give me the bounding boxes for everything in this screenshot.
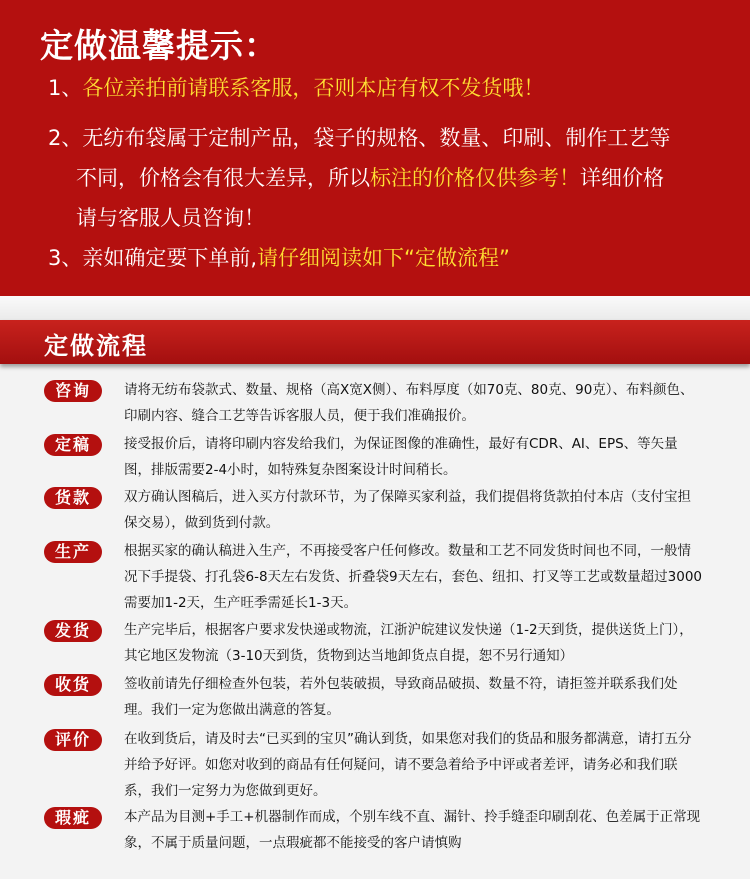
notice-item-2 bbox=[48, 118, 670, 238]
notice-item-text: 亲如确定要下单前, bbox=[82, 246, 258, 270]
step-description: 本产品为目测+手工+机器制作而成，个别车线不直、漏针、拎手缝歪印刷刮花、色差属于正常现象，不属于质量问题，一点瑕疵都不能接受的客户请慎购 bbox=[124, 809, 701, 851]
step-badge: 发货 bbox=[44, 620, 102, 642]
step-badge: 货款 bbox=[44, 487, 102, 509]
section-divider bbox=[0, 296, 750, 320]
process-title: 定做流程 bbox=[44, 332, 148, 360]
step-badge: 咨询 bbox=[44, 380, 102, 402]
notice-item-number: 2、 bbox=[48, 126, 83, 150]
step-badge: 生产 bbox=[44, 541, 102, 563]
notice-item-1 bbox=[48, 68, 544, 108]
step-description: 请将无纺布袋款式、数量、规格（高X宽X侧）、布料厚度（如70克、80克、90克）、布料颜色、印刷内容、缝合工艺等告诉客服人员，便于我们准确报价。 bbox=[124, 382, 694, 424]
step-description: 在收到货后，请及时去“已买到的宝贝”确认到货，如果您对我们的货品和服务都满意，请打五分并给予好评。如您对收到的商品有任何疑问，请不要急着给予中评或者差评，请务必和我们联系，我们一定努力为您做到更好。 bbox=[124, 731, 692, 799]
notice-item-line bbox=[48, 158, 670, 198]
step-description: 签收前请先仔细检查外包装，若外包装破损，导致商品破损、数量不符，请拒签并联系我们处理。我们一定为您做出满意的答复。 bbox=[124, 676, 678, 718]
notice-item-highlight: 各位亲拍前请联系客服，否则本店有权不发货哦！ bbox=[82, 76, 545, 100]
notice-panel bbox=[0, 0, 750, 296]
notice-item-line: 请与客服人员咨询！ bbox=[76, 206, 265, 230]
step-description: 生产完毕后，根据客户要求发快递或物流，江浙沪皖建议发快递（1-2天到货，提供送货上门），其它地区发物流（3-10天到货，货物到达当地卸货点自提，恕不另行通知） bbox=[124, 622, 693, 664]
process-header bbox=[0, 320, 750, 364]
notice-item-3 bbox=[48, 238, 510, 278]
notice-item-text: 不同，价格会有很大差异，所以 bbox=[76, 166, 370, 190]
step-badge: 评价 bbox=[44, 729, 102, 751]
process-steps bbox=[0, 364, 750, 879]
notice-item-text: 详细价格 bbox=[580, 166, 664, 190]
step-badge: 收货 bbox=[44, 674, 102, 696]
step-description: 根据买家的确认稿进入生产，不再接受客户任何修改。数量和工艺不同发货时间也不同，一般情况下手提袋、打孔袋6-8天左右发货、折叠袋9天左右，套色、纽扣、打叉等工艺或数量超过3000需要加1-2天，生产旺季需延长1-3天。 bbox=[124, 543, 702, 611]
notice-item-number: 3、 bbox=[48, 246, 83, 270]
notice-item-highlight: 请仔细阅读如下“定做流程” bbox=[257, 246, 510, 270]
step-badge: 定稿 bbox=[44, 434, 102, 456]
notice-title: 定做温馨提示： bbox=[40, 26, 278, 65]
step-description: 接受报价后，请将印刷内容发给我们，为保证图像的准确性，最好有CDR、AI、EPS、等矢量图，排版需要2-4小时，如特殊复杂图案设计时间稍长。 bbox=[124, 436, 678, 478]
notice-item-number: 1、 bbox=[48, 76, 83, 100]
step-description: 双方确认图稿后，进入买方付款环节，为了保障买家利益，我们提倡将货款拍付本店（支付宝担保交易），做到货到付款。 bbox=[124, 489, 691, 531]
notice-item-highlight: 标注的价格仅供参考！ bbox=[370, 166, 580, 190]
notice-item-text: 无纺布袋属于定制产品，袋子的规格、数量、印刷、制作工艺等 bbox=[82, 126, 671, 150]
step-badge: 瑕疵 bbox=[44, 807, 102, 829]
